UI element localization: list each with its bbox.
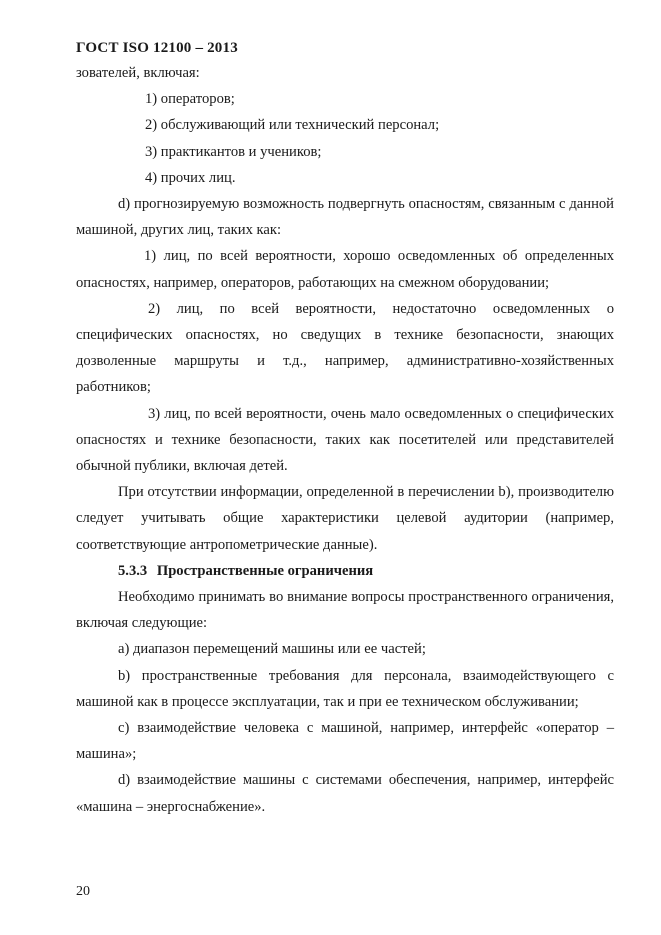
page-body bbox=[76, 60, 614, 820]
section-heading bbox=[76, 558, 614, 584]
paragraph-others-3: 3) лиц, по всей вероятности, очень мало осведомленных о специфических опасностях и технике безопасности, таких как посетителей или представителей обычной публики, включая детей. bbox=[76, 405, 614, 475]
paragraph-item-d: d) прогнозируемую возможность подвергнуть опасностям, связанным с данной машиной, других лиц, таких как: bbox=[76, 196, 614, 239]
paragraph-item-b: b) пространственные требования для персонала, взаимодействующего с машиной как в процессе эксплуатации, так и при ее техническом обслуживании; bbox=[76, 667, 614, 710]
page-number: 20 bbox=[76, 884, 90, 899]
users-list-item-3: 3) практикантов и учеников; bbox=[145, 143, 322, 160]
document-header: ГОСТ ISO 12100 – 2013 bbox=[76, 40, 238, 56]
section-number: 5.3.3 bbox=[118, 562, 148, 579]
paragraph-no-info: При отсутствии информации, определенной в перечислении b), производителю следует учитывать общие характеристики целевой аудитории (например, соответствующие антропометрические данные). bbox=[76, 484, 614, 553]
paragraph-item-c: c) взаимодействие человека с машиной, например, интерфейс «оператор – машина»; bbox=[76, 720, 614, 763]
paragraph-item-a: a) диапазон перемещений машины или ее частей; bbox=[118, 641, 426, 658]
section-intro: Необходимо принимать во внимание вопросы пространственного ограничения, включая следующие: bbox=[76, 589, 614, 632]
paragraph-others-1: 1) лиц, по всей вероятности, хорошо осведомленных об определенных опасностях, например, операторов, работающих на смежном оборудовании; bbox=[76, 248, 614, 291]
section-title: Пространственные ограничения bbox=[156, 562, 374, 579]
users-list-item-4: 4) прочих лиц. bbox=[145, 169, 236, 186]
paragraph-others-2: 2) лиц, по всей вероятности, недостаточно осведомленных о специфических опасностях, но сведущих в технике безопасности, знающих дозволенные маршруты и т.д., например, административно-хозяйственных работников; bbox=[76, 300, 614, 396]
users-list-item-1: 1) операторов; bbox=[145, 91, 235, 108]
continuation-text: зователей, включая: bbox=[76, 65, 200, 81]
users-list-item-2: 2) обслуживающий или технический персонал; bbox=[145, 117, 440, 134]
paragraph-item-d2: d) взаимодействие машины с системами обеспечения, например, интерфейс «машина – энергоснабжение». bbox=[76, 772, 614, 815]
